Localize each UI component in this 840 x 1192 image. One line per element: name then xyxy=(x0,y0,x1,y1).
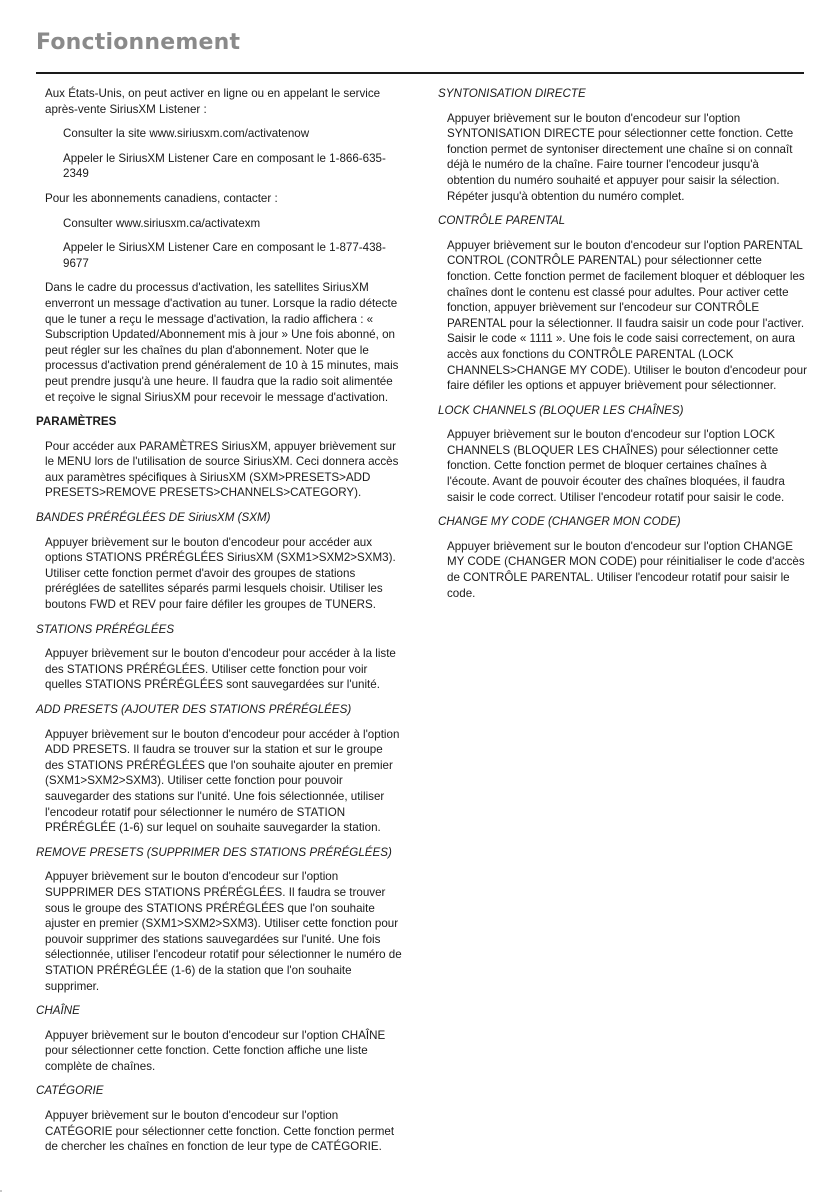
paragraph: Appuyer brièvement sur le bouton d'encodeur sur l'option CHANGE MY CODE (CHANGER MON CODE) pour réinitialiser le code d'accès de CONTRÔLE PARENTAL. Utiliser l'encodeur rotatif pour saisir le code. xyxy=(447,539,805,600)
paragraph: Dans le cadre du processus d'activation, les satellites SiriusXM enverront un message d'activation au tuner. Lorsque la radio détecte que le tuner a reçu le message d'activation, la radio affichera : « Subscription Updated/Abonnement mis à jour » Une fois abonné, on peut régler sur les chaînes du plan d'abonnement. Noter que le processus d'activation prend généralement de 10 à 15 minutes, mais peut prendre jusqu'à une heure. Il faudra que la radio soit alimentée et reçoive le signal SiriusXM pour recevoir le message d'activation. xyxy=(45,281,399,404)
subsection-heading: LOCK CHANNELS (BLOQUER LES CHAÎNES) xyxy=(438,403,684,417)
paragraph: Appuyer brièvement sur le bouton d'encodeur sur l'option LOCK CHANNELS (BLOQUER LES CHAÎNES) pour sélectionner cette fonction. Cette fonction permet de bloquer certaines chaînes à l'écoute. Avant de pouvoir écouter des chaînes bloquées, il faudra saisir le code correct. Utiliser l'encodeur rotatif pour saisir le code. xyxy=(447,428,785,504)
left-column xyxy=(36,86,404,1164)
paragraph: Appuyer brièvement sur le bouton d'encodeur sur l'option CATÉGORIE pour sélectionner cette fonction. Cette fonction permet de chercher les chaînes en fonction de leur type de CATÉGORIE. xyxy=(45,1109,395,1154)
right-column xyxy=(438,86,808,610)
subsection-heading: REMOVE PRESETS (SUPPRIMER DES STATIONS PRÉRÉGLÉES) xyxy=(36,845,392,859)
subsection-heading: STATIONS PRÉRÉGLÉES xyxy=(36,622,175,636)
paragraph: Appuyer brièvement sur le bouton d'encodeur sur l'option PARENTAL CONTROL (CONTRÔLE PARENTAL) pour sélectionner cette fonction. Cette fonction permet de facilement bloquer et débloquer les chaînes dont le contenu est classé pour adultes. Pour activer cette fonction, appuyer brièvement sur l'encodeur sur CONTRÔLE PARENTAL pour la sélectionner. Il faudra saisir un code pour l'activer. Saisir le code « 1111 ». Une fois le code saisi correctement, on aura accès aux fonctions du CONTRÔLE PARENTAL (LOCK CHANNELS>CHANGE MY CODE). Utiliser le bouton d'encodeur pour faire défiler les options et appuyer brièvement pour sélectionner. xyxy=(447,238,807,393)
indented-paragraph: Consulter la site www.siriusxm.com/activatenow xyxy=(63,127,310,141)
subsection-heading: CONTRÔLE PARENTAL xyxy=(438,214,566,228)
paragraph: Pour accéder aux PARAMÈTRES SiriusXM, appuyer brièvement sur le MENU lors de l'utilisation de source SiriusXM. Ceci donnera accès aux paramètres spécifiques à SiriusXM (SXM>PRESETS>ADD PRESETS>REMOVE PRESETS>CHANNELS>CATEGORY). xyxy=(45,439,399,500)
subsection-heading: BANDES PRÉRÉGLÉES DE SiriusXM (SXM) xyxy=(36,511,271,525)
paragraph: Pour les abonnements canadiens, contacter : xyxy=(45,191,278,205)
subsection-heading: CHAÎNE xyxy=(36,1004,80,1018)
paragraph: Aux États-Unis, on peut activer en ligne ou en appelant le service après-vente SiriusXM Listener : xyxy=(45,87,381,116)
title-divider xyxy=(36,72,804,74)
subsection-heading: CATÉGORIE xyxy=(36,1084,104,1098)
subsection-heading: ADD PRESETS (AJOUTER DES STATIONS PRÉRÉGLÉES) xyxy=(36,703,352,716)
subsection-heading: CHANGE MY CODE (CHANGER MON CODE) xyxy=(438,515,681,529)
section-heading: PARAMÈTRES xyxy=(36,415,117,429)
paragraph: Appuyer brièvement sur le bouton d'encodeur sur l'option SYNTONISATION DIRECTE pour sélectionner cette fonction. Cette fonction permet de syntoniser directement une chaîne si on connaît déjà le numéro de la chaîne. Faire tourner l'encodeur jusqu'à obtention du numéro souhaité et appuyer pour saisir la sélection. Répéter jusqu'à obtention du numéro complet. xyxy=(447,111,794,203)
indented-paragraph: Appeler le SiriusXM Listener Care en composant le 1-877-438-9677 xyxy=(63,241,386,270)
paragraph: Appuyer brièvement sur le bouton d'encodeur pour accéder à l'option ADD PRESETS. Il faudra se trouver sur la station et sur le groupe des STATIONS PRÉRÉGLÉES que l'on souhaite ajouter en premier (SXM1>SXM2>SXM3). Utiliser cette fonction pour pouvoir sauvegarder des stations sur l'unité. Une fois sélectionnée, utiliser l'encodeur rotatif pour sélectionner le numéro de STATION PRÉRÉGLÉE (1-6) sur lequel on souhaite sauvegarder la station. xyxy=(45,727,400,835)
paragraph: Appuyer brièvement sur le bouton d'encodeur pour accéder aux options STATIONS PRÉRÉGLÉES SiriusXM (SXM1>SXM2>SXM3). Utiliser cette fonction permet d'avoir des groupes de stations préréglées de satellites séparés parmi lesquels choisir. Utiliser les boutons FWD et REV pour faire défiler les groupes de TUNERS. xyxy=(45,535,396,612)
paragraph: Appuyer brièvement sur le bouton d'encodeur sur l'option CHAÎNE pour sélectionner cette fonction. Cette fonction affiche une liste complète de chaînes. xyxy=(45,1028,386,1073)
page-title: Fonctionnement xyxy=(36,30,241,55)
subsection-heading: SYNTONISATION DIRECTE xyxy=(438,87,586,100)
paragraph: Appuyer brièvement sur le bouton d'encodeur pour accéder à la liste des STATIONS PRÉRÉGLÉES. Utiliser cette fonction pour voir quelles STATIONS PRÉRÉGLÉES sont sauvegardées sur l'unité. xyxy=(45,647,396,692)
paragraph: Appuyer brièvement sur le bouton d'encodeur sur l'option SUPPRIMER DES STATIONS PRÉRÉGLÉES. Il faudra se trouver sous le groupe des STATIONS PRÉRÉGLÉES que l'on souhaite ajuster en premier (SXM1>SXM2>SXM3). Utiliser cette fonction pour pouvoir supprimer des stations sauvegardées sur l'unité. Une fois sélectionnée, utiliser l'encodeur rotatif pour sélectionner le numéro de STATION PRÉRÉGLÉE (1-6) de la station que l'on souhaite supprimer. xyxy=(45,870,402,993)
indented-paragraph: Appeler le SiriusXM Listener Care en composant le 1-866-635-2349 xyxy=(63,151,386,181)
indented-paragraph: Consulter www.siriusxm.ca/activatexm xyxy=(63,216,261,230)
